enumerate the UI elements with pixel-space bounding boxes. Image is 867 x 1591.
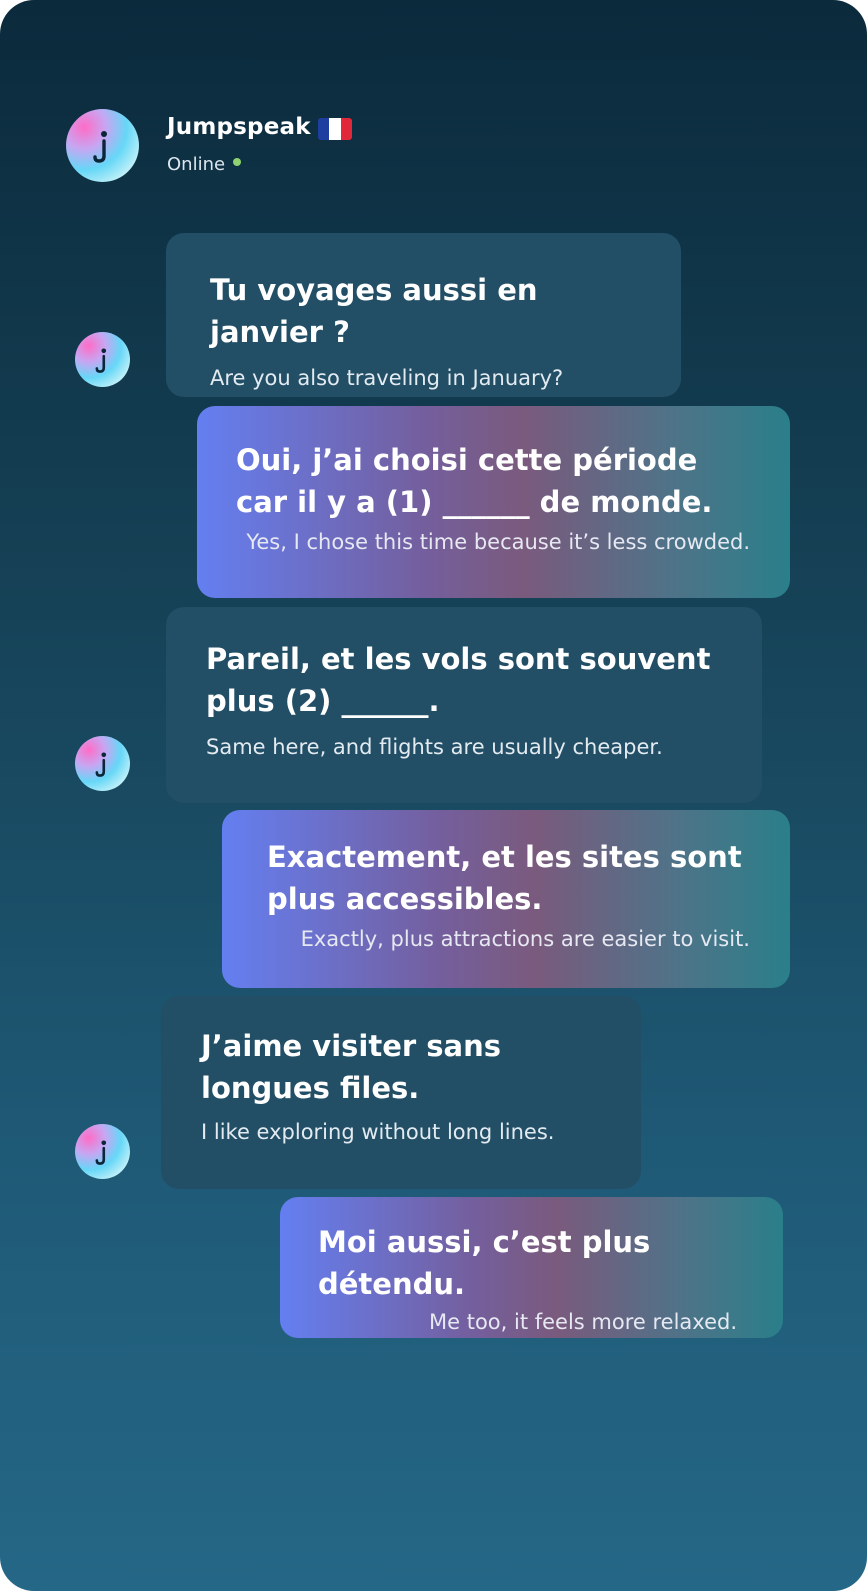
message-english: Same here, and flights are usually cheaper. bbox=[206, 735, 663, 759]
message-english: I like exploring without long lines. bbox=[201, 1120, 555, 1144]
message-french: Moi aussi, c’est plus détendu. bbox=[318, 1225, 651, 1301]
message-french: Pareil, et les vols sont souvent plus (2) ______. bbox=[206, 642, 711, 718]
message-bubble-bot bbox=[161, 996, 641, 1189]
bot-avatar bbox=[75, 1124, 130, 1179]
contact-name: Jumpspeak bbox=[167, 114, 311, 140]
message-bubble-bot bbox=[166, 607, 762, 803]
online-dot-icon bbox=[233, 158, 241, 166]
flag-stripe-white bbox=[329, 118, 340, 140]
message-english: Exactly, plus attractions are easier to visit. bbox=[300, 927, 750, 951]
message-english: Are you also traveling in January? bbox=[210, 366, 564, 390]
message-bubble-user bbox=[280, 1197, 783, 1338]
contact-status: Online bbox=[167, 154, 226, 175]
message-bubble-user bbox=[222, 810, 790, 988]
message-bubble-bot bbox=[166, 233, 681, 397]
bot-avatar bbox=[75, 736, 130, 791]
flag-stripe-red bbox=[341, 118, 352, 140]
j-logo-icon bbox=[93, 750, 113, 778]
j-logo-icon bbox=[93, 1138, 113, 1166]
bot-avatar bbox=[75, 332, 130, 387]
message-french: Exactement, et les sites sont plus accessibles. bbox=[267, 840, 742, 916]
j-logo-icon bbox=[93, 346, 113, 374]
message-french: Oui, j’ai choisi cette période car il y a (1) ______ de monde. bbox=[236, 443, 713, 519]
message-french: Tu voyages aussi en janvier ? bbox=[210, 273, 538, 349]
message-bubble-user bbox=[197, 406, 790, 598]
j-logo-icon bbox=[90, 128, 116, 164]
message-english: Me too, it feels more relaxed. bbox=[429, 1310, 737, 1334]
france-flag-icon bbox=[318, 118, 352, 140]
flag-stripe-blue bbox=[318, 118, 329, 140]
message-french: J’aime visiter sans longues files. bbox=[201, 1029, 502, 1105]
message-english: Yes, I chose this time because it’s less crowded. bbox=[246, 530, 750, 554]
header-avatar bbox=[66, 109, 139, 182]
